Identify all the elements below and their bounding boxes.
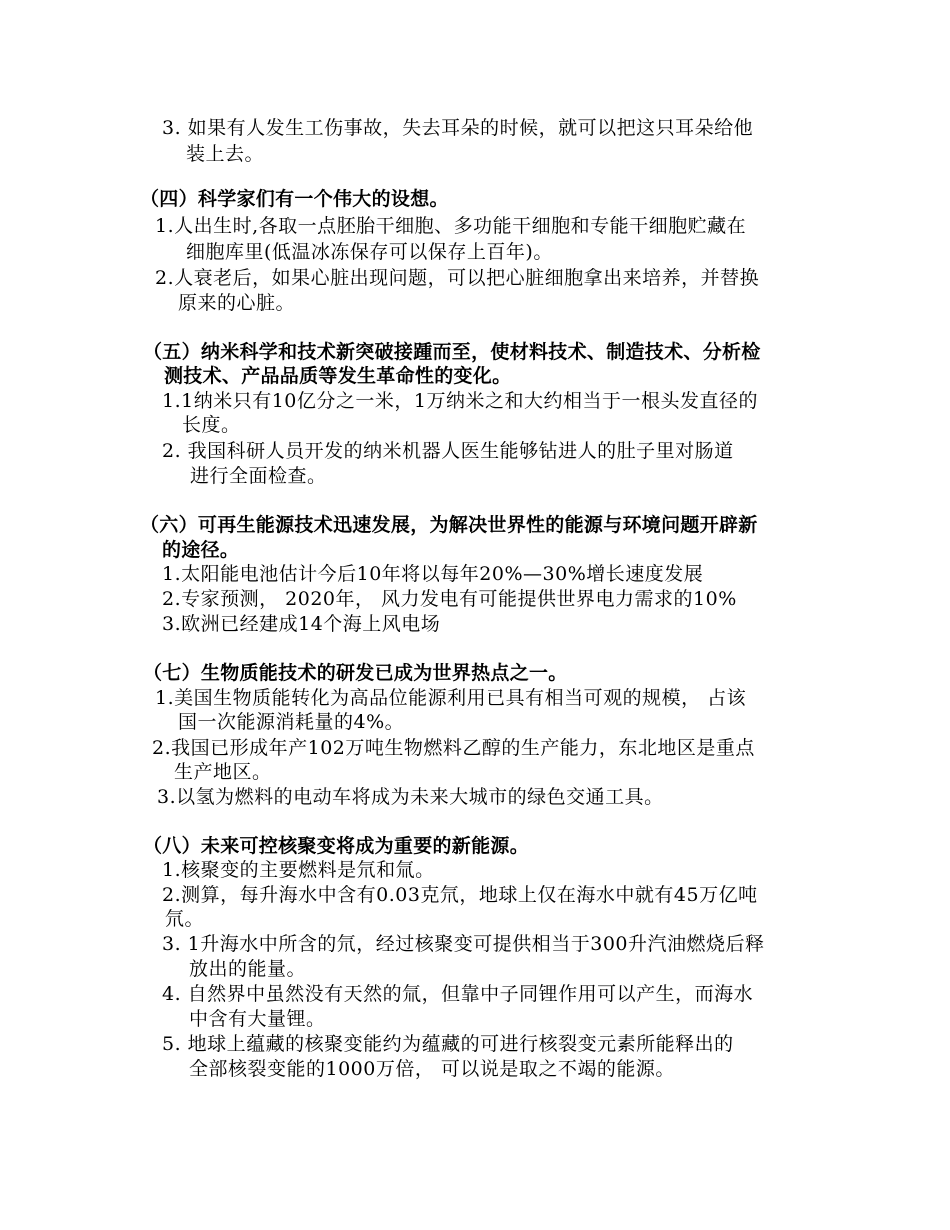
section-6-heading-line1: （六）可再生能源技术迅速发展，为解决世界性的能源与环境问题开辟新 [140,514,758,536]
section-5-item-1-line1: 1.1纳米只有10亿分之一米，1万纳米之和大约相当于一根头发直径的 [162,390,758,412]
section-7-item-2-line2: 生产地区。 [174,761,272,783]
section-4-item-1-line1: 1.人出生时,各取一点胚胎干细胞、多功能干细胞和专能干细胞贮藏在 [155,215,747,237]
section-8-item-5-line1: 5. 地球上蕴藏的核聚变能约为蕴藏的可进行核裂变元素所能释出的 [162,1033,734,1055]
section-8-item-5-line2: 全部核裂变能的1000万倍， 可以说是取之不竭的能源。 [189,1058,675,1080]
section-8-item-4-line2: 中含有大量锂。 [189,1008,326,1030]
intro-item-3-line2: 装上去。 [186,143,265,165]
section-8-item-2-line1: 2.测算，每升海水中含有0.03克氘，地球上仅在海水中就有45万亿吨 [162,884,758,906]
section-7-item-1-line1: 1.美国生物质能转化为高品位能源利用已具有相当可观的规模， 占该 [155,687,747,709]
section-8-item-1-line1: 1.核聚变的主要燃料是氘和氚。 [162,859,435,881]
section-8-item-3-line2: 放出的能量。 [189,958,307,980]
section-4-item-2-line1: 2.人衰老后，如果心脏出现问题，可以把心脏细胞拿出来培养，并替换 [155,267,760,289]
section-4-item-2-line2: 原来的心脏。 [178,292,296,314]
section-7-item-2-line1: 2.我国已形成年产102万吨生物燃料乙醇的生产能力，东北地区是重点 [152,737,755,759]
section-6-item-3: 3.欧洲已经建成14个海上风电场 [162,613,441,635]
section-6-item-2: 2.专家预测， 2020年， 风力发电有可能提供世界电力需求的10% [162,588,737,610]
intro-item-3-line1: 3. 如果有人发生工伤事故，失去耳朵的时候，就可以把这只耳朵给他 [162,117,754,139]
section-8-item-2-line2: 氘。 [165,908,205,930]
section-5-item-2-line1: 2. 我国科研人员开发的纳米机器人医生能够钻进人的肚子里对肠道 [162,440,734,462]
section-6-heading-line2: 的途径。 [162,539,240,561]
section-8-item-3-line1: 3. 1升海水中所含的氘，经过核聚变可提供相当于300升汽油燃烧后释 [162,933,765,955]
section-7-heading: （七）生物质能技术的研发已成为世界热点之一。 [143,662,568,684]
section-4-item-1-line2: 细胞库里(低温冰冻保存可以保存上百年)。 [186,241,553,263]
section-8-heading: （八）未来可控核聚变将成为重要的新能源。 [143,835,530,857]
section-8-item-4-line1: 4. 自然界中虽然没有天然的氚，但靠中子同锂作用可以产生，而海水 [162,983,754,1005]
section-5-item-1-line2: 长度。 [182,414,241,436]
section-4-heading: （四）科学家们有一个伟大的设想。 [140,188,449,210]
section-5-heading-line2: 测技术、产品品质等发生革命性的变化。 [164,365,512,387]
section-6-item-1: 1.太阳能电池估计今后10年将以每年20%—30%增长速度发展 [162,563,704,585]
section-7-item-1-line2: 国一次能源消耗量的4%。 [178,711,405,733]
section-5-heading-line1: （五）纳米科学和技术新突破接踵而至，使材料技术、制造技术、分析检 [143,341,761,363]
section-7-item-3-line1: 3.以氢为燃料的电动车将成为未来大城市的绿色交通工具。 [157,786,664,808]
section-5-item-2-line2: 进行全面检查。 [190,465,327,487]
